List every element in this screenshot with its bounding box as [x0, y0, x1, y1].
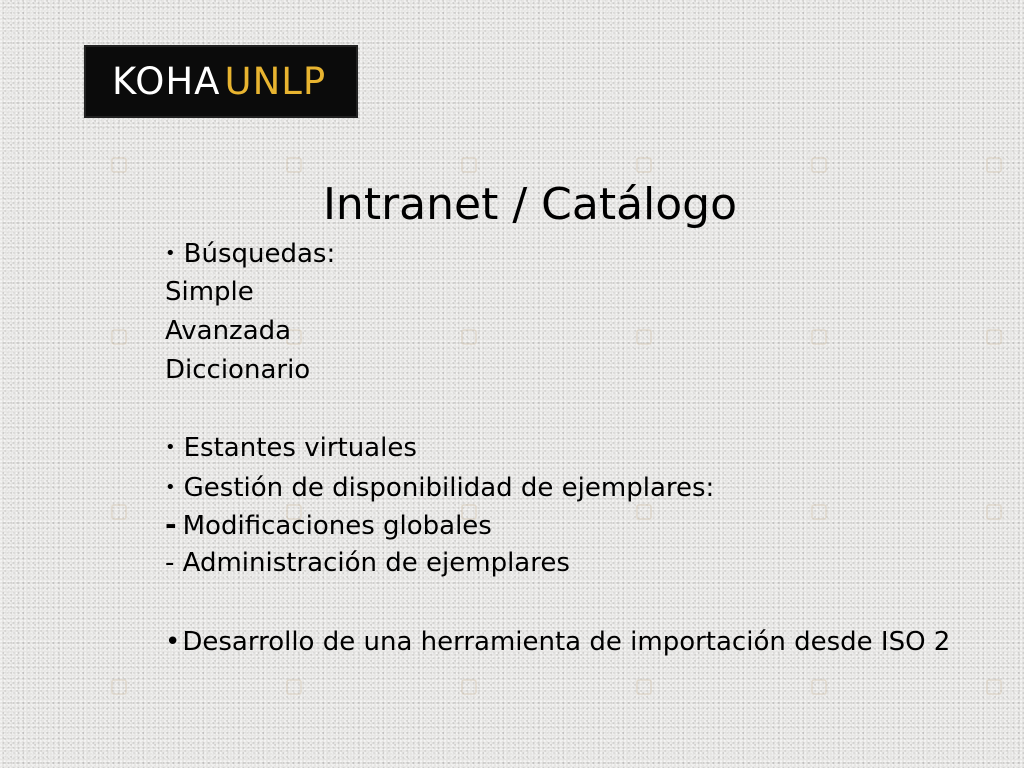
- bullet-icon: •: [165, 627, 181, 657]
- sub-item-simple: Simple: [165, 277, 254, 307]
- desarrollo-label: Desarrollo de una herramienta de importación desde ISO 2: [182, 627, 951, 657]
- logo-koha-text: KOHA: [112, 60, 221, 103]
- gestion-label: Gestión de disponibilidad de ejemplares:: [183, 473, 715, 503]
- dash-icon: -: [165, 508, 177, 541]
- koha-unlp-logo: [84, 45, 358, 118]
- bullet-gestion: [165, 469, 714, 510]
- sub-item-administracion: - Administración de ejemplares: [165, 548, 570, 578]
- slide-title: Intranet / Catálogo: [322, 179, 738, 230]
- logo-unlp-text: UNLP: [224, 60, 327, 103]
- sub-item-modificaciones: [165, 506, 492, 545]
- bullet-icon: •: [165, 477, 176, 498]
- bullet-icon: •: [165, 437, 176, 458]
- busquedas-label: Búsquedas:: [183, 239, 336, 269]
- estantes-label: Estantes virtuales: [183, 433, 417, 463]
- bullet-estantes: [165, 429, 417, 470]
- modificaciones-label: Modificaciones globales: [182, 511, 492, 541]
- sub-item-avanzada: Avanzada: [165, 316, 292, 346]
- bullet-icon: •: [165, 243, 176, 264]
- bullet-desarrollo: [165, 623, 950, 661]
- sub-item-diccionario: Diccionario: [165, 355, 311, 385]
- bullet-busquedas: [165, 235, 335, 276]
